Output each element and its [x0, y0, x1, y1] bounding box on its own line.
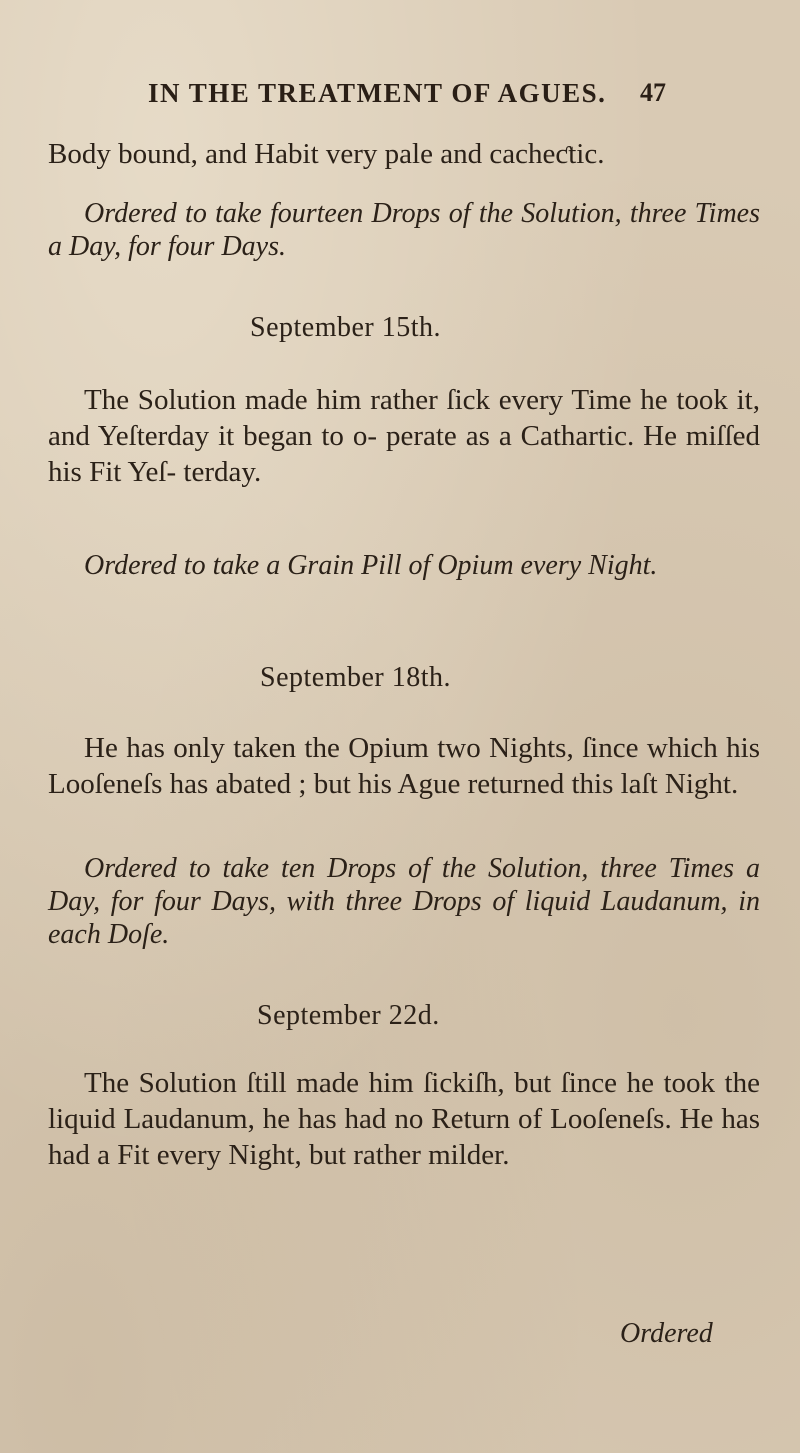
paragraph-order-fourteen-drops: Ordered to take fourteen Drops of the Solution, three Times a Day, for four Days. [48, 198, 760, 262]
page-number: 47 [640, 78, 666, 107]
paragraph-order-opium-pill: Ordered to take a Grain Pill of Opium every Night. [84, 550, 658, 581]
paragraph-solution-sick: The Solution made him rather ſick every Time he took it, and Yeſterday it began to o- perate as a Cathartic. He miſſed his Fit Yeſ- terday. [48, 384, 760, 488]
paragraph-solution-still-sickish: The Solution ſtill made him ſickiſh, but ſince he took the liquid Laudanum, he has had no Return of Looſeneſs. He has had a Fit every Night, but rather milder. [48, 1067, 760, 1171]
catchword: Ordered [620, 1318, 713, 1349]
running-head [148, 78, 768, 114]
paragraph-opium-two-nights: He has only taken the Opium two Nights, ſince which his Looſeneſs has abated ; but his Ague returned this laſt Night. [48, 732, 760, 800]
date-heading-sept-22: September 22d. [257, 1000, 440, 1031]
paragraph-order-ten-drops: Ordered to take ten Drops of the Solution, three Times a Day, for four Days, with three Drops of liquid Laudanum, in each Doſe. [48, 853, 760, 950]
paragraph-body-bound: Body bound, and Habit very pale and cacheƈtic. [48, 138, 605, 170]
running-title: IN THE TREATMENT OF AGUES. [148, 78, 607, 108]
date-heading-sept-15: September 15th. [250, 312, 442, 343]
date-heading-sept-18: September 18th. [260, 662, 452, 693]
